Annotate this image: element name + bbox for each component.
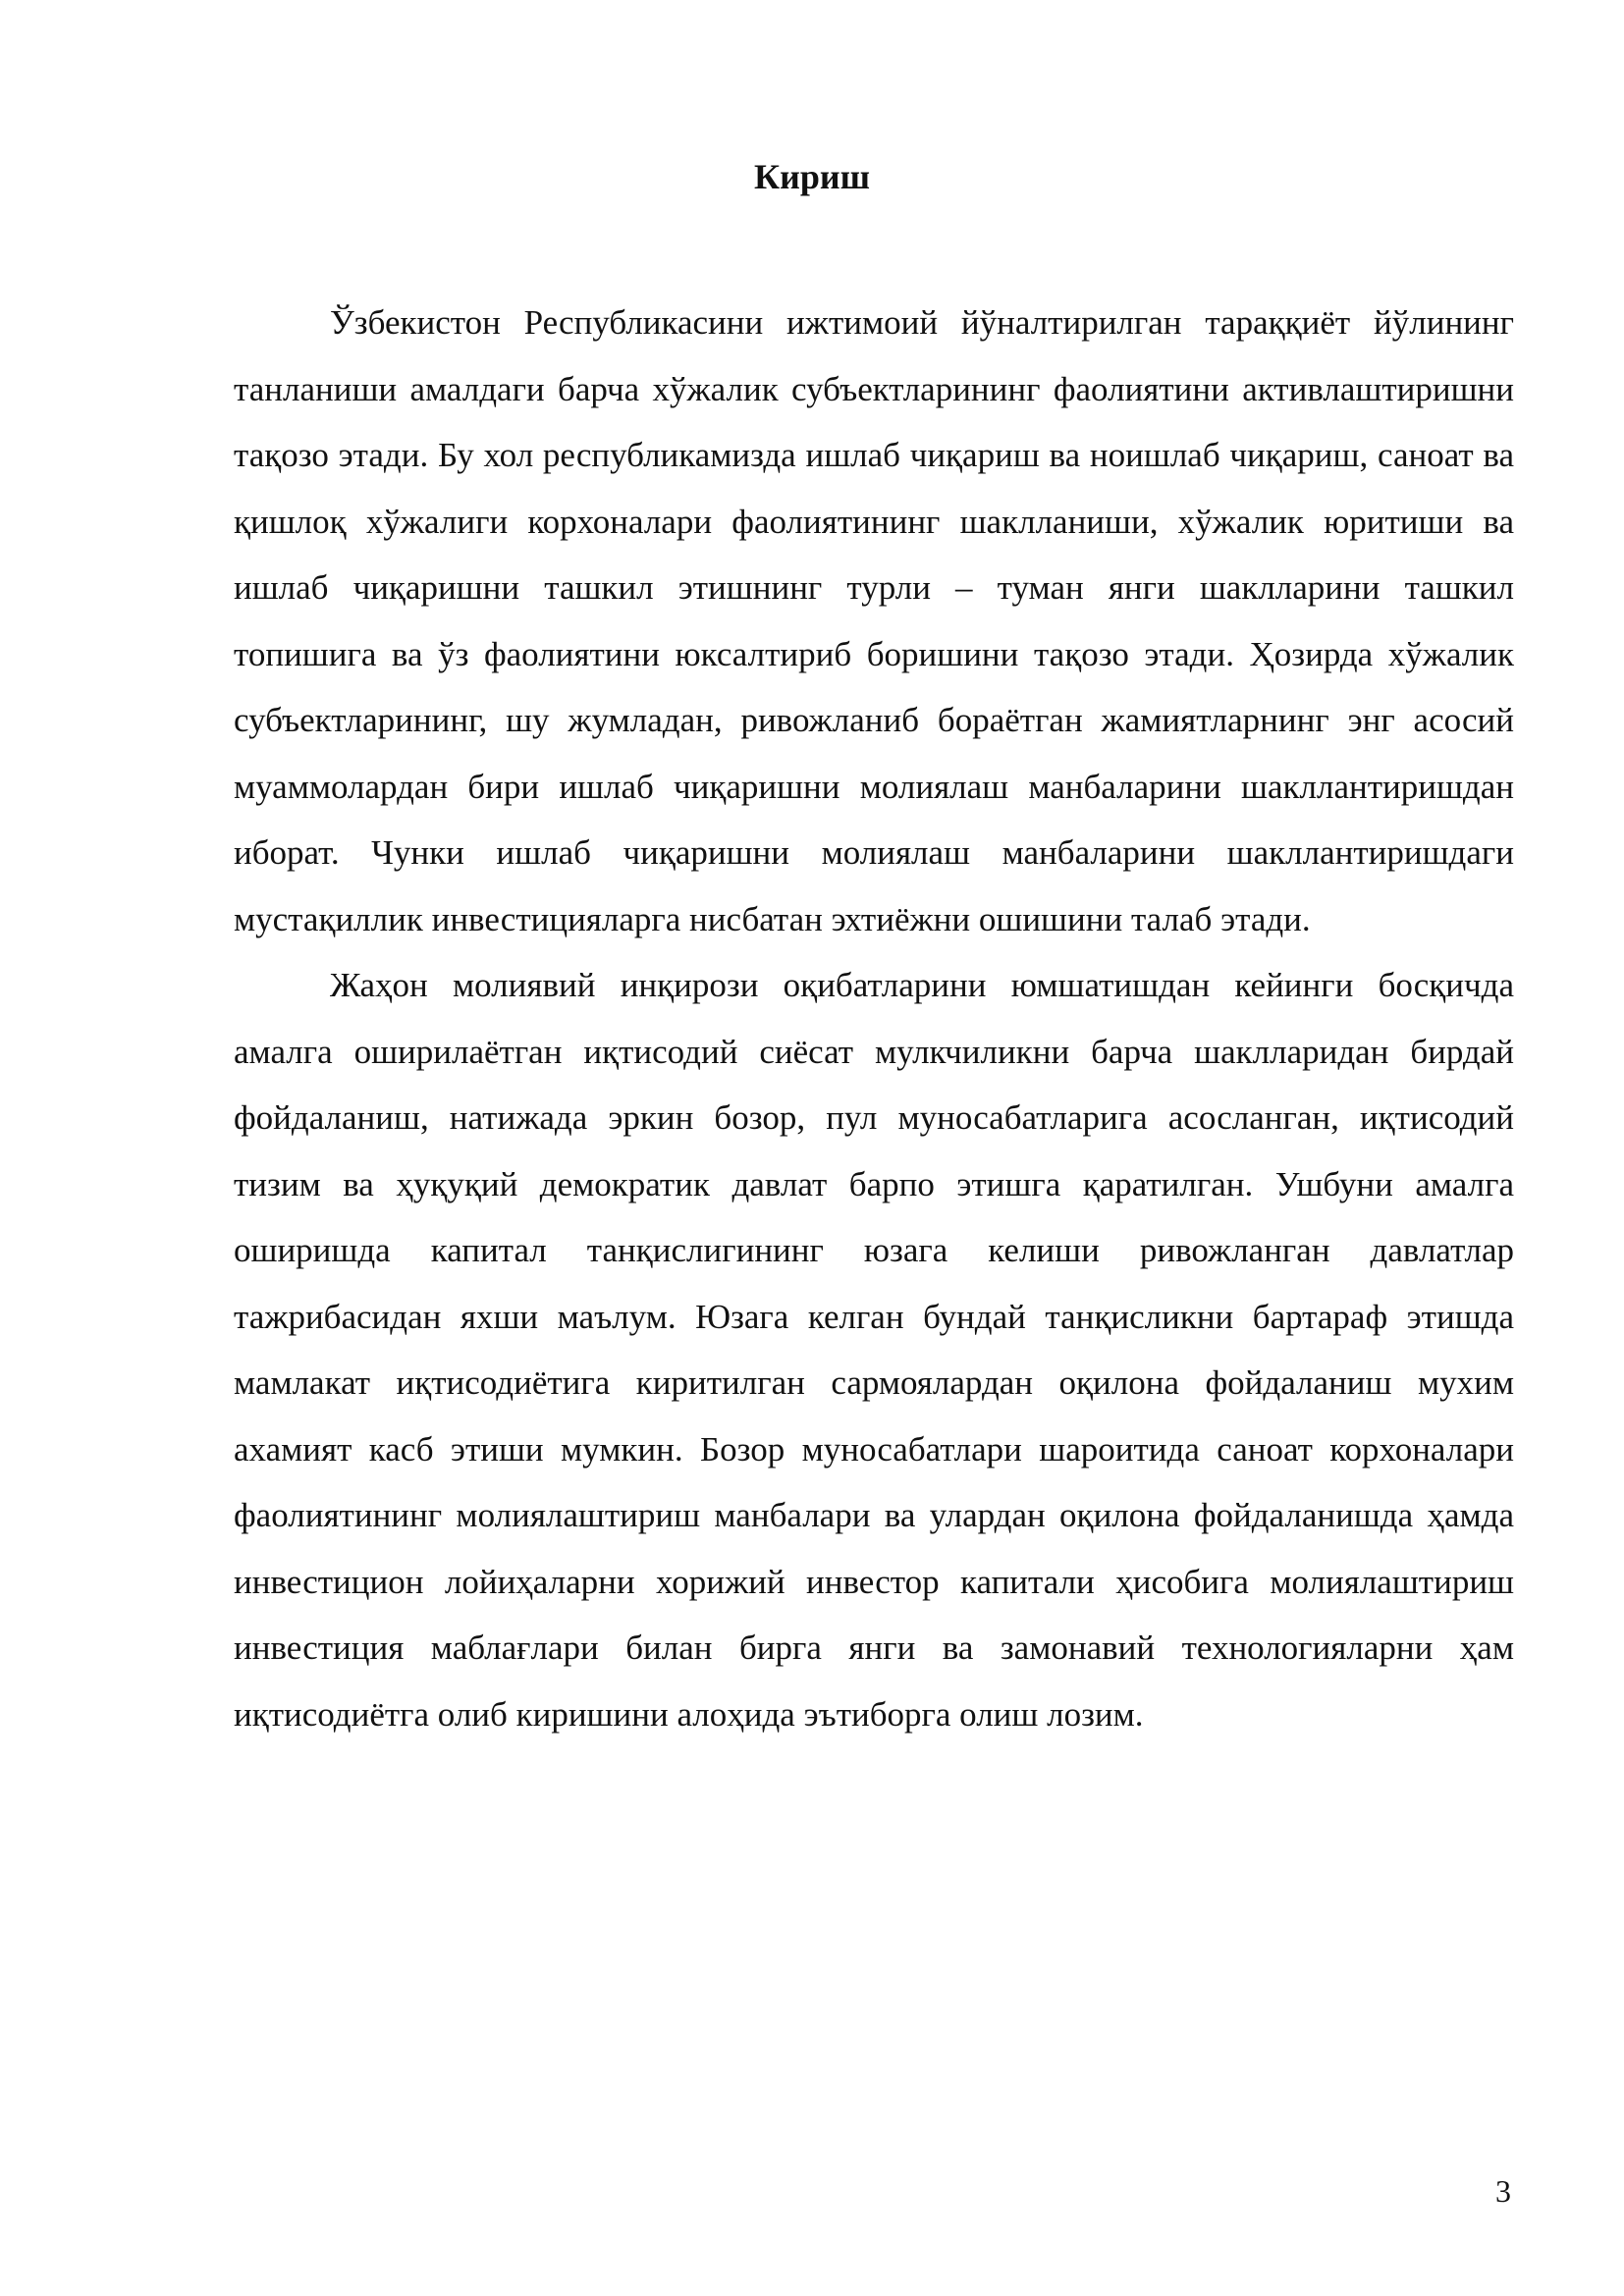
paragraph-2: Жаҳон молиявий инқирози оқибатларини юмшатишдан кейинги босқичда амалга оширилаётган иқтисодий сиёсат мулкчиликни барча шаклларидан бирдай фойдаланиш, натижада эркин бозор, пул муносабатларига асосланган, иқтисодий тизим ва ҳуқуқий демократик давлат барпо этишга қаратилган. Ушбуни амалга оширишда капитал танқислигининг юзага келиши ривожланган давлатлар тажрибасидан яхши маълум. Юзага келган бундай танқисликни бартараф этишда мамлакат иқтисодиётига киритилган сармоялардан оқилона фойдаланиш мухим ахамият касб этиши мумкин. Бозор муносабатлари шароитида саноат корхоналари фаолиятининг молиялаштириш манбалари ва улардан оқилона фойдаланишда ҳамда инвестицион лойиҳаларни хорижий инвестор капитали ҳисобига молиялаштириш инвестиция маблағлари билан бирга янги ва замонавий технологияларни ҳам иқтисодиётга олиб киришини алоҳида эътиборга олиш лозим.	[234, 966, 1514, 1734]
paragraph-1: Ўзбекистон Республикасини ижтимоий йўналтирилган тараққиёт йўлининг танланиши амалдаги барча хўжалик субъектларининг фаолиятини активлаштиришни тақозо этади. Бу хол республикамизда ишлаб чиқариш ва ноишлаб чиқариш, саноат ва қишлоқ хўжалиги корхоналари фаолиятининг шаклланиши, хўжалик юритиши ва ишлаб чиқаришни ташкил этишнинг турли – туман янги шаклларини ташкил топишига ва ўз фаолиятини юксалтириб боришини тақозо этади. Ҳозирда хўжалик субъектларининг, шу жумладан, ривожланиб бораётган жамиятларнинг энг асосий муаммолардан бири ишлаб чиқаришни молиялаш манбаларини шакллантиришдан иборат. Чунки ишлаб чиқаришни молиялаш манбаларини шакллантиришдаги мустақиллик инвестицияларга нисбатан эхтиёжни ошишини талаб этади.	[234, 303, 1514, 938]
body-text	[234, 290, 1514, 1747]
page-number: 3	[1495, 2173, 1511, 2209]
page-title: Кириш	[753, 157, 870, 196]
